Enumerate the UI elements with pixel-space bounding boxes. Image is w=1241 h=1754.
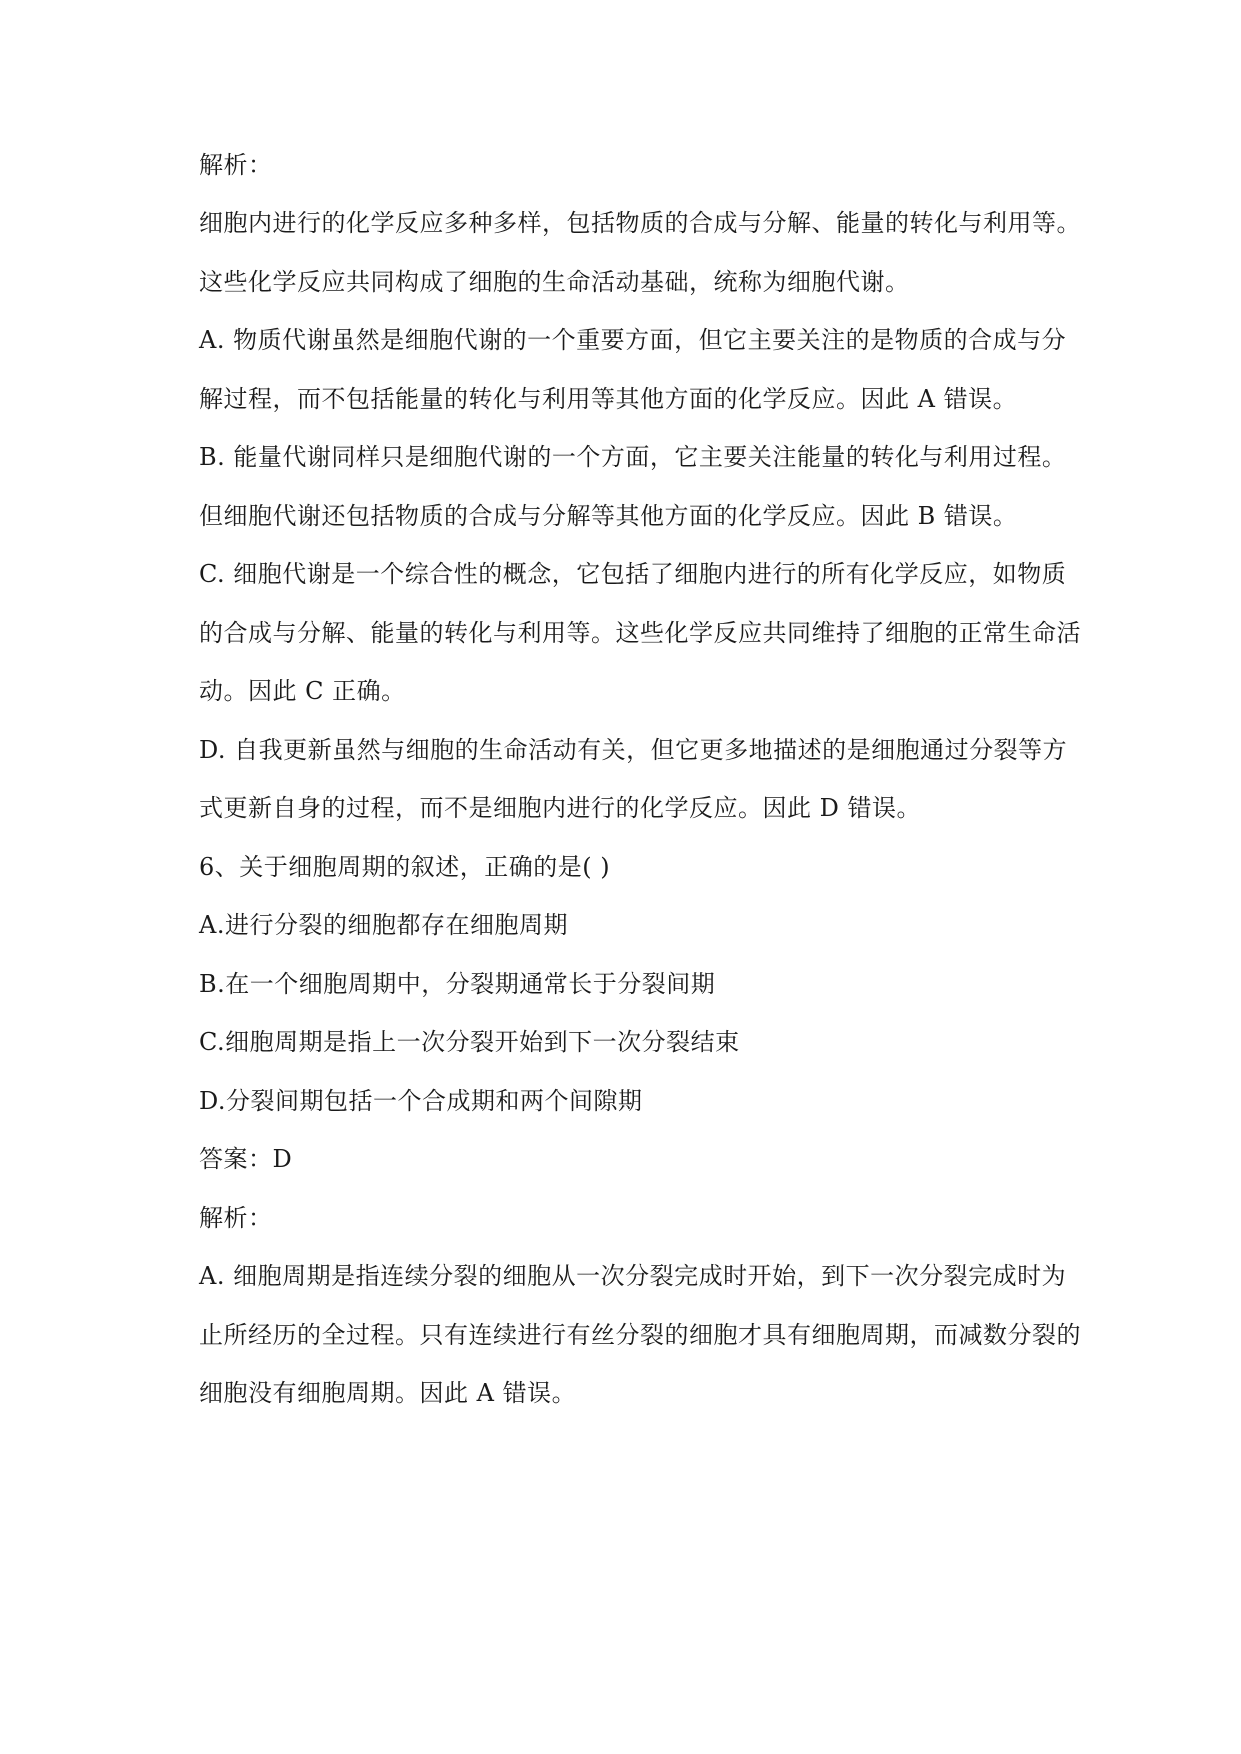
question-6-option-d: D.分裂间期包括一个合成期和两个间隙期: [199, 1087, 643, 1115]
question-6-option-b: B.在一个细胞周期中，分裂期通常长于分裂间期: [199, 970, 716, 998]
answer-line: 答案：D: [199, 1145, 293, 1173]
paragraph-line: 细胞没有细胞周期。因此 A 错误。: [199, 1379, 577, 1407]
paragraph-line: 动。因此 C 正确。: [199, 677, 406, 705]
paragraph-line: 这些化学反应共同构成了细胞的生命活动基础，统称为细胞代谢。: [199, 268, 910, 296]
option-b-explanation: B. 能量代谢同样只是细胞代谢的一个方面，它主要关注能量的转化与利用过程。: [199, 443, 1067, 471]
paragraph-line: 细胞内进行的化学反应多种多样，包括物质的合成与分解、能量的转化与利用等。: [199, 209, 1081, 237]
question-6-option-a: A.进行分裂的细胞都存在细胞周期: [199, 911, 568, 939]
option-d-explanation: D. 自我更新虽然与细胞的生命活动有关，但它更多地描述的是细胞通过分裂等方: [199, 736, 1068, 764]
paragraph-line: 止所经历的全过程。只有连续进行有丝分裂的细胞才具有细胞周期，而减数分裂的: [199, 1321, 1081, 1349]
section-heading-analysis: 解析：: [199, 151, 273, 179]
paragraph-line: 解过程，而不包括能量的转化与利用等其他方面的化学反应。因此 A 错误。: [199, 385, 1018, 413]
paragraph-line: 的合成与分解、能量的转化与利用等。这些化学反应共同维持了细胞的正常生命活: [199, 619, 1081, 647]
option-a-explanation: A. 细胞周期是指连续分裂的细胞从一次分裂完成时开始，到下一次分裂完成时为: [199, 1262, 1067, 1290]
question-6-option-c: C.细胞周期是指上一次分裂开始到下一次分裂结束: [199, 1028, 740, 1056]
paragraph-line: 式更新自身的过程，而不是细胞内进行的化学反应。因此 D 错误。: [199, 794, 921, 822]
section-heading-analysis: 解析：: [199, 1204, 273, 1232]
paragraph-line: 但细胞代谢还包括物质的合成与分解等其他方面的化学反应。因此 B 错误。: [199, 502, 1018, 530]
option-c-explanation: C. 细胞代谢是一个综合性的概念，它包括了细胞内进行的所有化学反应，如物质: [199, 560, 1067, 588]
question-6-stem: 6、关于细胞周期的叙述，正确的是( ): [199, 853, 611, 881]
option-a-explanation: A. 物质代谢虽然是细胞代谢的一个重要方面，但它主要关注的是物质的合成与分: [199, 326, 1067, 354]
